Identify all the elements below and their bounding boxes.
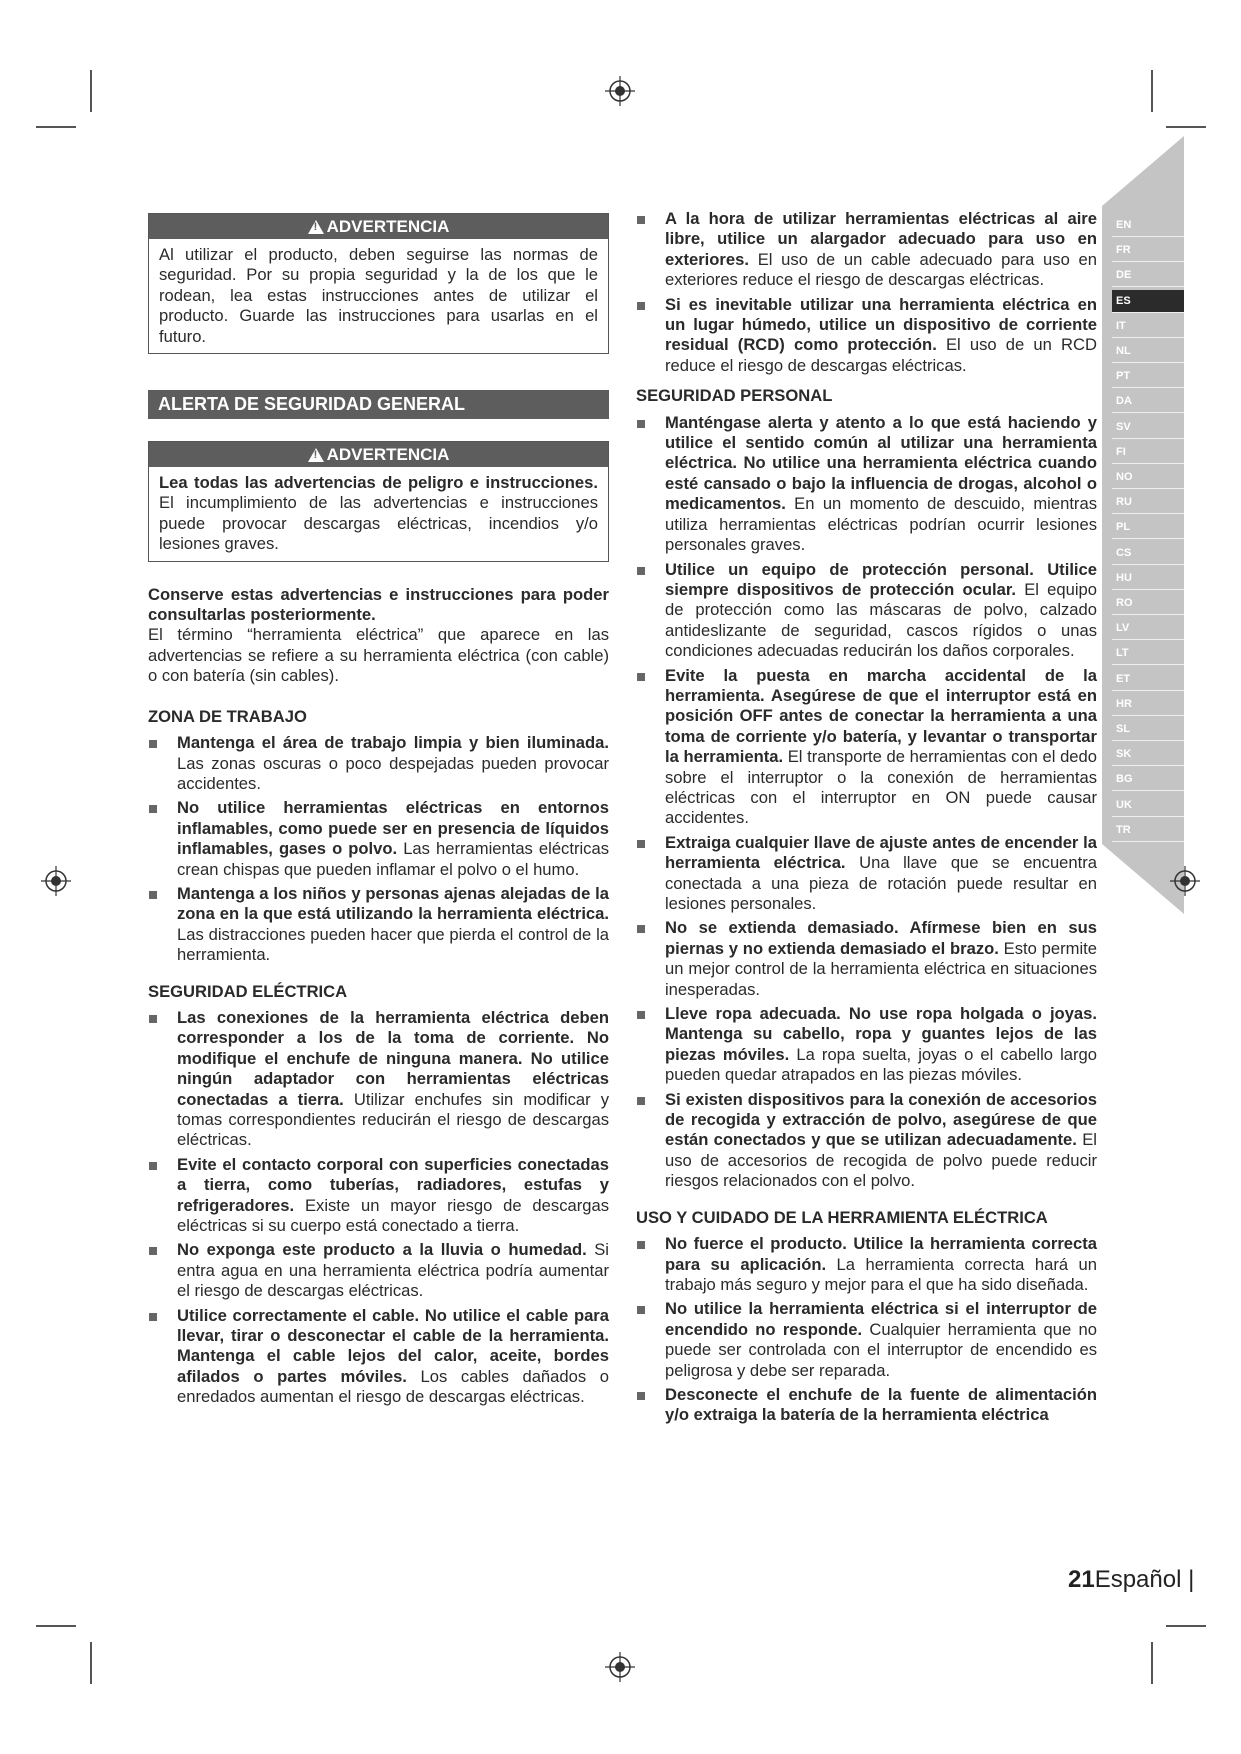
warning-label: ADVERTENCIA (326, 217, 450, 236)
item-bold-text: No fuerce el producto. Utilice la herramienta correcta para su aplicación. (665, 1234, 1097, 1274)
language-tab-lt[interactable]: LT (1112, 642, 1184, 665)
language-tab-da[interactable]: DA (1112, 390, 1184, 413)
item-bold-text: Las conexiones de la herramienta eléctrica deben corresponder a los de la toma de corriente. No modifique el enchufe de ninguna manera. No utilice ningún adaptador con herramientas eléctricas conectadas a tierra. (177, 1007, 609, 1109)
footer-separator: | (1188, 1566, 1195, 1593)
warning-text (149, 467, 608, 561)
warning-header (149, 442, 608, 467)
page-number: 21 (1068, 1566, 1095, 1593)
language-tab-cs[interactable]: CS (1112, 542, 1184, 565)
list-item (148, 1240, 609, 1301)
section-list (148, 733, 609, 965)
crop-mark (1166, 1625, 1206, 1627)
language-tab-ro[interactable]: RO (1112, 592, 1184, 615)
warning-box-2 (148, 441, 609, 562)
section-list (148, 1008, 609, 1408)
crop-mark (1166, 126, 1206, 128)
language-tab-ru[interactable]: RU (1112, 491, 1184, 514)
item-bold-text: Si es inevitable utilizar una herramienta eléctrica en un lugar húmedo, utilice un dispositivo de corriente residual (RCD) como protección. (665, 294, 1097, 355)
list-item (636, 413, 1097, 556)
language-tab-sv[interactable]: SV (1112, 416, 1184, 439)
right-sections (636, 386, 1097, 1426)
item-bold-text: Utilice un equipo de protección personal. Utilice siempre dispositivos de protección ocular. (665, 559, 1097, 599)
item-text: Una llave que se encuentra conectada a una pieza de rotación puede resultar en lesiones personales. (665, 853, 1097, 913)
item-bold-text: Evite el contacto corporal con superficies conectadas a tierra, como tuberías, radiadores, estufas y refrigeradores. (177, 1154, 609, 1215)
language-tab-it[interactable]: IT (1112, 315, 1184, 338)
conserve-text: Conserve estas advertencias e instrucciones para poder consultarlas posteriormente. (148, 584, 609, 625)
item-text: Esto permite un mejor control de la herramienta eléctrica en situaciones inesperadas. (665, 938, 1097, 999)
crop-mark (36, 126, 76, 128)
section-list (636, 1234, 1097, 1426)
list-item (636, 833, 1097, 915)
item-text: Las distracciones pueden hacer que pierda el control de la herramienta. (177, 924, 609, 965)
warning-triangle-icon (308, 220, 324, 234)
item-bold-text: Extraiga cualquier llave de ajuste antes de encender la herramienta eléctrica. (665, 832, 1097, 873)
list-item (636, 209, 1097, 291)
item-text: Utilizar enchufes sin modificar y tomas correspondientes reducirán el riesgo de descargas eléctricas. (177, 1089, 610, 1150)
item-bold-text: Manténgase alerta y atento a lo que está haciendo y utilice el sentido común al utilizar una herramienta eléctrica. No utilice una herramienta eléctrica cuando esté cansado o bajo la influencia de drogas, alcohol o medicamentos. (665, 412, 1097, 514)
list-item (148, 1008, 609, 1151)
item-bold-text: Evite la puesta en marcha accidental de la herramienta. Asegúrese de que el interruptor está en posición OFF antes de conectar la herramienta a una toma de corriente y/o batería, y levantar o transportar la herramienta. (665, 665, 1097, 767)
language-tab-no[interactable]: NO (1112, 466, 1184, 489)
list-item (636, 1090, 1097, 1192)
list-item (148, 798, 609, 880)
list-item (636, 1385, 1097, 1426)
item-text: Si entra agua en una herramienta eléctrica podría aumentar el riesgo de descargas eléctricas. (177, 1240, 609, 1301)
language-tab-sk[interactable]: SK (1112, 743, 1184, 766)
item-bold-text: Utilice correctamente el cable. No utilice el cable para llevar, tirar o desconectar el cable de la herramienta. Mantenga el cable lejos del calor, aceite, bordes afilados o partes móviles. (177, 1305, 609, 1386)
item-bold-text: No se extienda demasiado. Afírmese bien en sus piernas y no extienda demasiado el brazo. (665, 918, 1097, 958)
language-tab-tr[interactable]: TR (1112, 819, 1184, 842)
left-column (148, 213, 609, 1412)
list-item (148, 733, 609, 794)
item-text: Los cables dañados o enredados aumentan el riesgo de descargas eléctricas. (177, 1366, 609, 1407)
right-top-list (636, 209, 1097, 376)
list-item (636, 295, 1097, 377)
section-heading: SEGURIDAD ELÉCTRICA (148, 981, 348, 1001)
item-text: El transporte de herramientas con el dedo sobre el interruptor o la conexión de herramientas eléctricas con el interruptor en ON puede causar accidentes. (665, 747, 1097, 828)
language-tab-bg[interactable]: BG (1112, 768, 1184, 791)
item-bold-text: No utilice la herramienta eléctrica si el interruptor de encendido no responde. (665, 1299, 1097, 1339)
item-text: El equipo de protección como las máscaras de polvo, calzado antideslizante de seguridad, cascos rígidos o unas condiciones adecuadas reducirán los daños corporales. (665, 579, 1097, 661)
item-text: El uso de accesorios de recogida de polvo puede reducir riesgos relacionados con el polvo. (665, 1130, 1097, 1191)
list-item (148, 1306, 609, 1408)
section-list (636, 413, 1097, 1192)
crop-mark (1151, 1642, 1153, 1684)
item-text: Las zonas oscuras o poco despejadas pueden provocar accidentes. (177, 753, 609, 793)
item-bold-text: Si existen dispositivos para la conexión de accesorios de recogida y extracción de polvo, asegúrese de que están conectados y que se utilizan adecuadamente. (665, 1089, 1097, 1150)
list-item (636, 560, 1097, 662)
language-tab-lv[interactable]: LV (1112, 617, 1184, 640)
list-item (148, 884, 609, 966)
crop-mark (36, 1625, 76, 1627)
list-item (636, 666, 1097, 829)
list-item (636, 1004, 1097, 1086)
language-tab-en[interactable]: EN (1112, 214, 1184, 237)
item-text: La herramienta correcta hará un trabajo más seguro y mejor para el que ha sido diseñada. (665, 1254, 1097, 1294)
warning-header (149, 214, 608, 239)
language-tab-sl[interactable]: SL (1112, 718, 1184, 741)
item-text: Existe un mayor riesgo de descargas eléctricas si su cuerpo está conectado a tierra. (177, 1195, 609, 1236)
language-tab-hu[interactable]: HU (1112, 567, 1184, 590)
list-item (636, 918, 1097, 1000)
right-column (636, 209, 1097, 1430)
warning-triangle-icon (308, 448, 324, 462)
term-text: El término “herramienta eléctrica” que aparece en las advertencias se refiere a su herramienta eléctrica (con cable) o con batería (sin cables). (148, 625, 609, 686)
footer-language: Español (1094, 1566, 1182, 1593)
item-text: La ropa suelta, joyas o el cabello largo pueden quedar atrapados en las piezas móviles. (665, 1044, 1098, 1085)
language-tab-et[interactable]: ET (1112, 668, 1184, 691)
registration-mark-icon (1170, 866, 1200, 896)
item-bold-text: Desconecte el enchufe de la fuente de alimentación y/o extraiga la batería de la herramienta eléctrica (665, 1384, 1097, 1425)
warning-label: ADVERTENCIA (326, 445, 450, 465)
warning-text: Al utilizar el producto, deben seguirse las normas de seguridad. Por su propia seguridad y la de los que le rodean, lea estas instrucciones antes de utilizar el producto. Guarde las instrucciones para usarlas en el futuro. (159, 245, 598, 346)
crop-mark (90, 70, 92, 112)
item-text: El uso de un RCD reduce el riesgo de descargas eléctricas. (665, 335, 1097, 375)
left-sections (148, 707, 609, 1408)
item-bold-text: No exponga este producto a la lluvia o humedad. (177, 1240, 587, 1260)
item-bold-text: A la hora de utilizar herramientas eléctricas al aire libre, utilice un alargador adecuado para uso en exteriores. (665, 209, 1097, 269)
crop-mark (1151, 70, 1153, 112)
registration-mark-icon (605, 1652, 635, 1682)
registration-mark-icon (41, 866, 71, 896)
registration-mark-icon (605, 76, 635, 106)
language-tab-pt[interactable]: PT (1112, 365, 1184, 388)
item-bold-text: Mantenga el área de trabajo limpia y bien iluminada. (177, 733, 609, 753)
item-bold-text: Mantenga a los niños y personas ajenas alejadas de la zona en la que está utilizando la herramienta eléctrica. (177, 883, 609, 924)
language-tab-uk[interactable]: UK (1112, 794, 1184, 817)
item-text: Las herramientas eléctricas crean chispas que pueden inflamar el polvo o el humo. (177, 839, 609, 879)
language-tab-fr[interactable]: FR (1112, 239, 1184, 262)
language-tab-hr[interactable]: HR (1112, 693, 1184, 716)
item-text: El uso de un cable adecuado para uso en exteriores reduce el riesgo de descargas eléctricas. (665, 249, 1097, 290)
section-heading: USO Y CUIDADO DE LA HERRAMIENTA ELÉCTRICA (636, 1207, 1048, 1227)
general-alert-title: ALERTA DE SEGURIDAD GENERAL (148, 390, 609, 419)
language-tab-pl[interactable]: PL (1112, 516, 1184, 539)
language-tab-nl[interactable]: NL (1112, 340, 1184, 363)
warning-box (148, 213, 609, 354)
language-tab-de[interactable]: DE (1112, 264, 1184, 287)
list-item (636, 1234, 1097, 1295)
warning-bold-text: Lea todas las advertencias de peligro e instrucciones. (159, 473, 598, 493)
language-tab-es[interactable]: ES (1112, 290, 1184, 313)
item-text: En un momento de descuido, mientras utiliza herramientas eléctricas podrían ocurrir lesiones personales graves. (665, 494, 1097, 555)
section-heading: ZONA DE TRABAJO (148, 706, 307, 726)
page-footer (1068, 1566, 1194, 1594)
crop-mark (90, 1642, 92, 1684)
item-bold-text: No utilice herramientas eléctricas en entornos inflamables, como puede ser en presencia de líquidos inflamables, gases o polvo. (177, 798, 609, 859)
item-bold-text: Lleve ropa adecuada. No use ropa holgada o joyas. Mantenga su cabello, ropa y guantes lejos de las piezas móviles. (665, 1004, 1097, 1064)
item-text: Cualquier herramienta que no puede ser controlada con el interruptor de encendido es peligrosa y debe ser reparada. (665, 1319, 1097, 1380)
list-item (148, 1155, 609, 1237)
section-heading: SEGURIDAD PERSONAL (636, 386, 833, 406)
warning-rest-text: El incumplimiento de las advertencias e instrucciones puede provocar descargas eléctricas, incendios y/o lesiones graves. (159, 493, 598, 554)
list-item (636, 1299, 1097, 1381)
language-tab-fi[interactable]: FI (1112, 441, 1184, 464)
